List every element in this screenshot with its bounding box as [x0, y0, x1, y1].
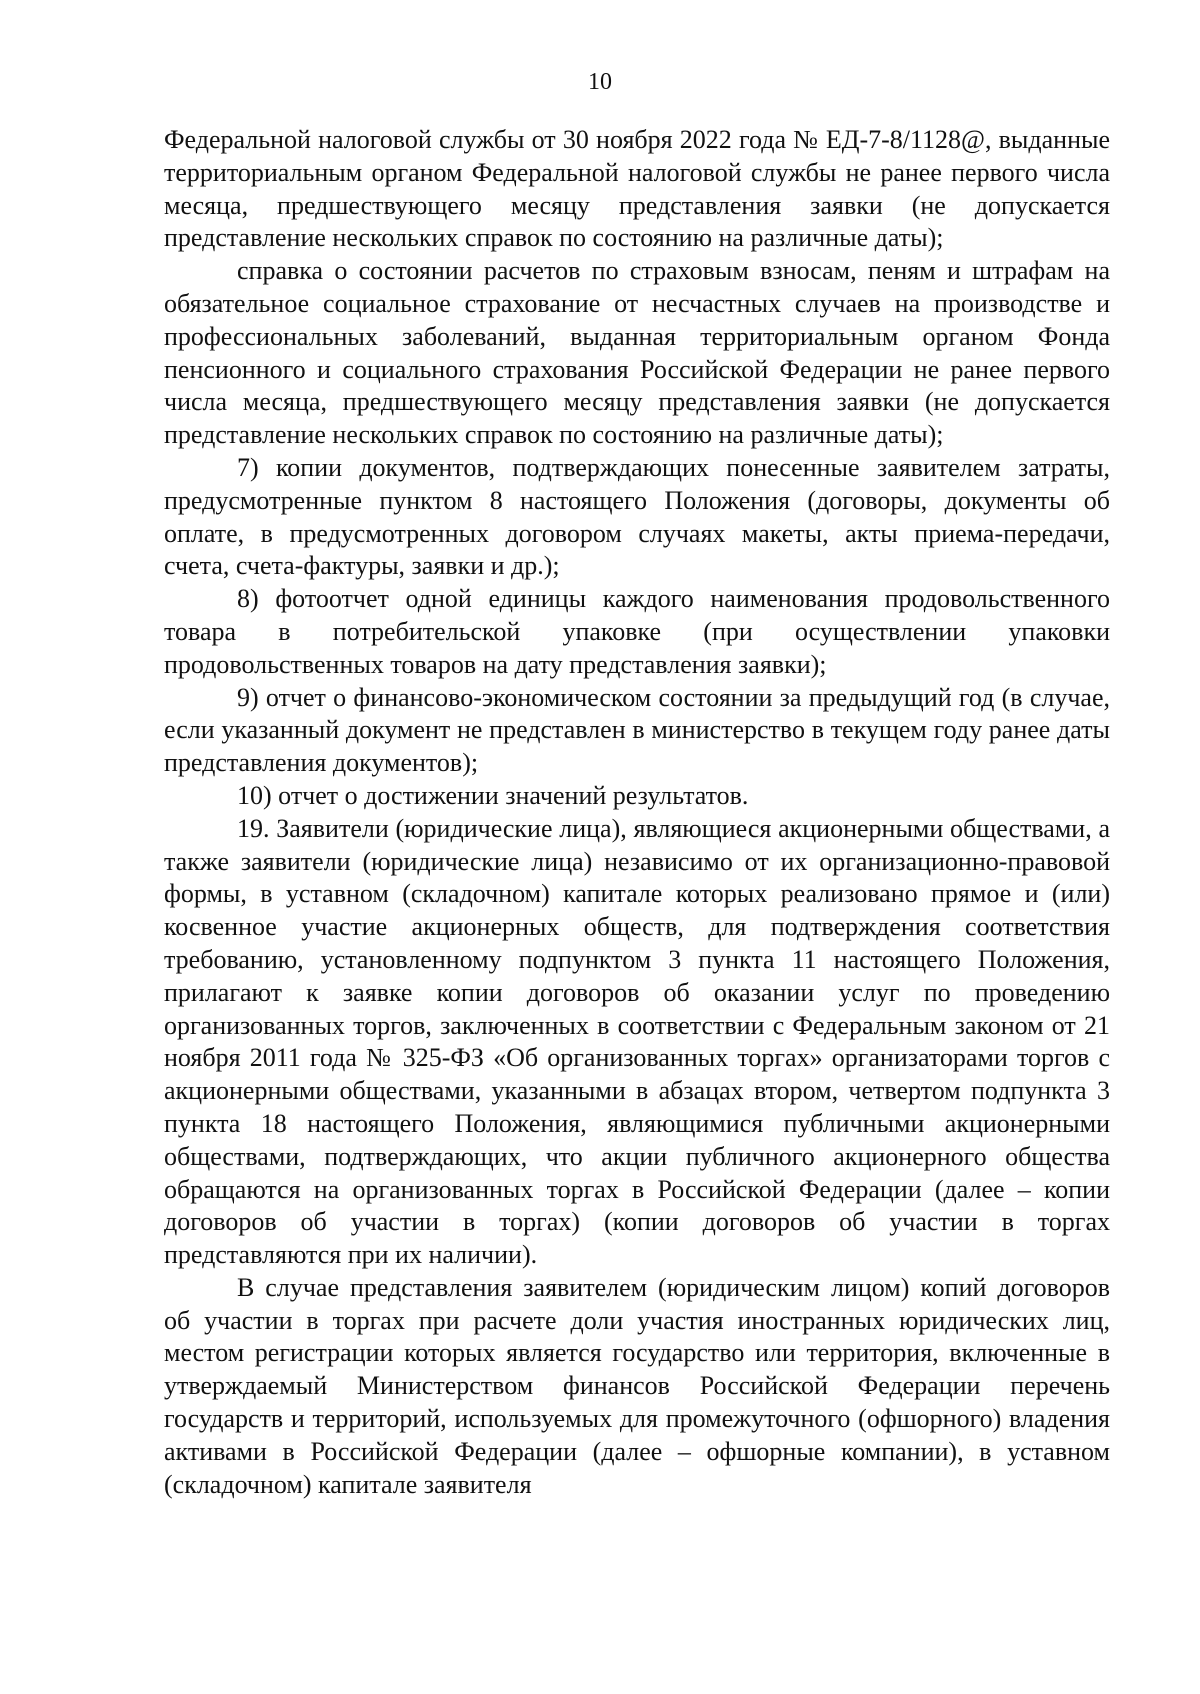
- paragraph-item-9: 9) отчет о финансово-экономическом состоянии за предыдущий год (в случае, если указанный документ не представлен в министерство в текущем году ранее даты представления документов);: [164, 682, 1110, 778]
- page-number: 10: [588, 69, 612, 95]
- paragraph-fns-certificate-continuation: Федеральной налоговой службы от 30 ноября 2022 года № ЕД-7-8/1128@, выданные территориальным органом Федеральной налоговой службы не ранее первого числа месяца, предшествующего месяцу представления заявки (не допускается представление нескольких справок по состоянию на различные даты);: [164, 125, 1110, 253]
- paragraph-section-19: 19. Заявители (юридические лица), являющиеся акционерными обществами, а также заявители (юридические лица) независимо от их организационно-правовой формы, в уставном (складочном) капитале которых реализовано прямое и (или) косвенное участие акционерных обществ, для подтверждения соответствия требованию, установленному подпунктом 3 пункта 11 настоящего Положения, прилагают к заявке копии договоров об оказании услуг по проведению организованных торгов, заключенных в соответствии с Федеральным законом от 21 ноября 2011 года № 325-ФЗ «Об организованных торгах» организаторами торгов с акционерными обществами, указанными в абзацах втором, четвертом подпункта 3 пункта 18 настоящего Положения, являющимися публичными акционерными обществами, подтверждающих, что акции публичного акционерного общества обращаются на организованных торгах в Российской Федерации (далее – копии договоров об участии в торгах) (копии договоров об участии в торгах представляются при их наличии).: [164, 813, 1110, 1270]
- paragraph-insurance-certificate: справка о состоянии расчетов по страховым взносам, пеням и штрафам на обязательное социальное страхование от несчастных случаев на производстве и профессиональных заболеваний, выданная территориальным органом Фонда пенсионного и социального страхования Российской Федерации не ранее первого числа месяца, предшествующего месяцу представления заявки (не допускается представление нескольких справок по состоянию на различные даты);: [164, 256, 1110, 450]
- paragraph-item-7: 7) копии документов, подтверждающих понесенные заявителем затраты, предусмотренные пунктом 8 настоящего Положения (договоры, документы об оплате, в предусмотренных договором случаях макеты, акты приема-передачи, счета, счета-фактуры, заявки и др.);: [164, 452, 1110, 581]
- paragraph-offshore-case: В случае представления заявителем (юридическим лицом) копий договоров об участии в торгах при расчете доли участия иностранных юридических лиц, местом регистрации которых является государство или территория, включенные в утверждаемый Министерством финансов Российской Федерации перечень государств и территорий, используемых для промежуточного (офшорного) владения активами в Российской Федерации (далее – офшорные компании), в уставном (складочном) капитале заявителя: [164, 1272, 1110, 1499]
- document-body: [164, 124, 1110, 1501]
- paragraph-item-10: 10) отчет о достижении значений результатов.: [237, 780, 749, 810]
- paragraph-item-8: 8) фотоотчет одной единицы каждого наименования продовольственного товара в потребительской упаковке (при осуществлении упаковки продовольственных товаров на дату представления заявки);: [164, 584, 1110, 679]
